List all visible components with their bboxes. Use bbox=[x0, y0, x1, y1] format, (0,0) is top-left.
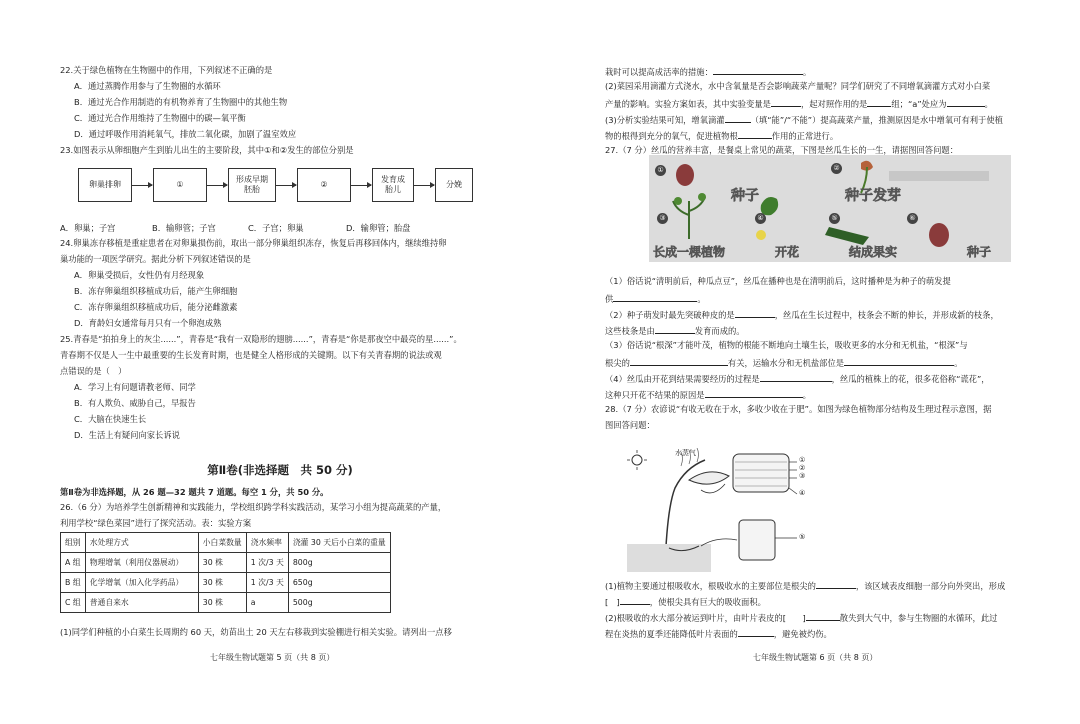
q27-sub4-line2: 这种只开花不结果的原因是 。 bbox=[605, 390, 811, 400]
table-cell: 1 次/3 天 bbox=[246, 573, 288, 593]
table-row bbox=[61, 573, 391, 593]
table-cell: 30 株 bbox=[198, 573, 246, 593]
flow-step: 发育成胎儿 bbox=[372, 168, 414, 202]
q24-stem-line: 24.卵巢冻存移植是重症患者在对卵巢损伤前，取出一部分卵巢组织冻存，恢复后再移回体内，继续维持卵 bbox=[60, 238, 447, 248]
q28-stem-line2: 图回答问题： bbox=[605, 420, 655, 430]
q27-sub1: （1）俗话说“清明前后，种瓜点豆”，丝瓜在播种也是在清明前后，这时播种是为种子的萌发提 bbox=[605, 276, 951, 286]
q24-option-c: C．冻存卵巢组织移植成功后，能分泌雌激素 bbox=[74, 302, 238, 312]
q22-option-c: C．通过光合作用维持了生物圈中的碳—氧平衡 bbox=[74, 113, 246, 123]
q23-option-b: B．输卵管；子宫 bbox=[152, 223, 216, 233]
q23-option-d: D．输卵管；胎盘 bbox=[346, 223, 411, 233]
q25-option-a: A．学习上有问题请教老师、同学 bbox=[74, 382, 196, 392]
root-hair-section-icon bbox=[739, 520, 775, 560]
table-header-cell: 组别 bbox=[61, 533, 86, 553]
diagram-number: ③ bbox=[799, 472, 806, 480]
q27-sub3: （3）俗话说“根深”才能叶茂，植物的根能不断地向土壤生长，吸收更多的水分和无机盐，“根深”与 bbox=[605, 340, 968, 350]
table-header-cell: 小白菜数量 bbox=[198, 533, 246, 553]
page-footer: 七年级生物试题第 6 页（共 8 页） bbox=[753, 653, 878, 662]
stage-label: 种子发芽 bbox=[845, 188, 901, 204]
q28-sub1: (1)植物主要通过根吸收水，根吸收水的主要部位是根尖的 ，该区域表皮细胞一部分向外突出，形成 bbox=[605, 581, 1006, 591]
table-cell: A 组 bbox=[61, 553, 86, 573]
stage-number: ⑤ bbox=[829, 213, 840, 224]
stage-number: ④ bbox=[755, 213, 766, 224]
q25-stem-line: 25.青春是“拍拍身上的灰尘......”，青春是“我有一双隐形的翅膀......”，青春是“你是那夜空中最亮的星......”。 bbox=[60, 334, 462, 344]
q23-option-a: A．卵巢；子宫 bbox=[60, 223, 116, 233]
diagram-number: ⑤ bbox=[799, 533, 806, 541]
q22-stem: 22.关于绿色植物在生物圈中的作用，下列叙述不正确的是 bbox=[60, 65, 273, 75]
table-cell: 650g bbox=[288, 573, 390, 593]
q25-option-b: B．有人欺负、威胁自己，早报告 bbox=[74, 398, 196, 408]
q26-stem-line: 利用学校“绿色菜园”进行了探究活动。表：实验方案 bbox=[60, 518, 252, 528]
leaf-icon bbox=[698, 193, 706, 201]
flow-arrow bbox=[414, 185, 434, 186]
q23-stem: 23.如图表示从卵细胞产生到胎儿出生的主要阶段，其中①和②发生的部位分别是 bbox=[60, 145, 354, 155]
table-cell: 30 株 bbox=[198, 593, 246, 613]
q28-sub1-line2: [ ] ，使根尖具有巨大的吸收面积。 bbox=[605, 597, 766, 607]
stage-number: ② bbox=[831, 163, 842, 174]
q25-stem-line: 点错误的是（ ） bbox=[60, 366, 127, 376]
stage-label: 种子 bbox=[967, 245, 992, 259]
table-cell: a bbox=[246, 593, 288, 613]
q28-sub2: (2)根吸收的水大部分被运到叶片，由叶片表皮的[ ] 散失到大气中，参与生物圈的水循环，此过 bbox=[605, 613, 998, 623]
q27-sub4: （4）丝瓜由开花到结果需要经历的过程是 ，丝瓜的植株上的花，很多花俗称“谎花”， bbox=[605, 374, 990, 384]
q24-stem-line: 巢功能的一项医学研究。据此分析下列叙述错误的是 bbox=[60, 254, 251, 264]
flow-arrow bbox=[132, 185, 152, 186]
q26-sub1: (1)同学们种植的小白菜生长周期约 60 天，幼苗出土 20 天左右移栽到实验棚进行相关实验。请列出一点移 bbox=[60, 627, 452, 637]
q25-option-c: C．大脑在快速生长 bbox=[74, 414, 147, 424]
q22-option-b: B．通过光合作用制造的有机物养育了生物圈中的其他生物 bbox=[74, 97, 288, 107]
table-header-cell: 浇灌 30 天后小白菜的重量 bbox=[288, 533, 390, 553]
seed-icon bbox=[929, 223, 949, 247]
q26-sub1-cont: 栽时可以提高成活率的措施： 。 bbox=[605, 67, 812, 77]
diagram-number: ① bbox=[799, 456, 806, 464]
sun-rays-icon bbox=[627, 450, 647, 470]
q28-plant-diagram bbox=[625, 448, 830, 573]
q28-stem: 28.（7 分）农谚说“有收无收在于水，多收少收在于肥”。如图为绿色植物部分结构及生理过程示意图，据 bbox=[605, 404, 992, 414]
sun-icon bbox=[632, 455, 642, 465]
q26-sub2: (2)菜园采用滴灌方式浇水，水中含氧量是否会影响蔬菜产量呢？同学们研究了不同增氧滴灌方式对小白菜 bbox=[605, 81, 991, 91]
q25-option-d: D．生活上有疑问向家长诉说 bbox=[74, 430, 180, 440]
table-header-row bbox=[61, 533, 391, 553]
q24-option-a: A．卵巢受损后，女性仍有月经现象 bbox=[74, 270, 205, 280]
q22-option-a: A．通过蒸腾作用参与了生物圈的水循环 bbox=[74, 81, 221, 91]
callout-line bbox=[701, 484, 725, 493]
q23-flow-diagram bbox=[78, 168, 478, 204]
q26-sub3: (3)分析实验结果可知，增氧滴灌 （填“能”/“不能”）提高蔬菜产量，推测原因是水中增氧可有利于使植 bbox=[605, 115, 1003, 125]
table-header-cell: 水处理方式 bbox=[85, 533, 198, 553]
q27-sub2: （2）种子萌发时最先突破种皮的是 ，丝瓜在生长过程中，枝条会不断的伸长，并形成新的枝条， bbox=[605, 310, 999, 320]
flow-arrow bbox=[351, 185, 371, 186]
table-cell: 化学增氧（加入化学药品） bbox=[85, 573, 198, 593]
section-2-title: 第Ⅱ卷(非选择题 共 50 分) bbox=[207, 463, 353, 477]
q26-stem-line: 26.（6 分）为培养学生创新精神和实践能力，学校组织跨学科实践活动，某学习小组为提高蔬菜的产量， bbox=[60, 502, 447, 512]
q26-table bbox=[60, 532, 391, 613]
q26-sub3-line2: 物的根得到充分的氧气，促进植物根 作用的正常进行。 bbox=[605, 131, 839, 141]
flow-step: 卵巢排卵 bbox=[78, 168, 132, 202]
q27-stem: 27.（7 分）丝瓜的营养丰富，是餐桌上常见的蔬菜，下图是丝瓜生长的一生，请据图回答问题： bbox=[605, 145, 958, 155]
vapor-label: 水蒸气 bbox=[675, 449, 696, 457]
stage-number: ⑥ bbox=[907, 213, 918, 224]
flow-step: 分娩 bbox=[435, 168, 473, 202]
section-2-note: 第Ⅱ卷为非选择题，从 26 题—32 题共 7 道题。每空 1 分，共 50 分。 bbox=[60, 487, 329, 497]
table-row bbox=[61, 553, 391, 573]
stage-label: 长成一棵植物 bbox=[653, 245, 726, 259]
page-footer: 七年级生物试题第 5 页（共 8 页） bbox=[210, 653, 335, 662]
table-cell: 1 次/3 天 bbox=[246, 553, 288, 573]
flower-leaf-icon bbox=[761, 197, 778, 215]
table-cell: 普通自来水 bbox=[85, 593, 198, 613]
seed-icon bbox=[676, 164, 694, 186]
stage-label: 结成果实 bbox=[849, 245, 898, 259]
table-cell: 500g bbox=[288, 593, 390, 613]
q26-sub2-line2: 产量的影响。实验方案如表，其中实验变量是 ，起对照作用的是 组；“a”处应为 。 bbox=[605, 99, 993, 109]
ground-strip bbox=[889, 171, 989, 181]
q23-option-c: C．子宫；卵巢 bbox=[248, 223, 304, 233]
stage-label: 种子 bbox=[731, 188, 759, 204]
table-cell: 800g bbox=[288, 553, 390, 573]
flow-step: ② bbox=[297, 168, 351, 202]
stage-number: ③ bbox=[657, 213, 668, 224]
q28-sub2-line2: 程在炎热的夏季还能降低叶片表面的 ，避免被灼伤。 bbox=[605, 629, 832, 639]
flow-arrow bbox=[276, 185, 296, 186]
diagram-number: ② bbox=[799, 464, 806, 472]
table-row bbox=[61, 593, 391, 613]
table-cell: 物理增氧（利用仪器展动） bbox=[85, 553, 198, 573]
stage-number: ① bbox=[655, 165, 666, 176]
table-cell: B 组 bbox=[61, 573, 86, 593]
flow-arrow bbox=[207, 185, 227, 186]
flow-step: ① bbox=[153, 168, 207, 202]
leaf-icon bbox=[689, 472, 729, 484]
table-header-cell: 浇水频率 bbox=[246, 533, 288, 553]
stage-label: 开花 bbox=[775, 245, 800, 259]
q27-sub3-line2: 根尖的 有关，运输水分和无机盐部位是 。 bbox=[605, 358, 963, 368]
table-cell: C 组 bbox=[61, 593, 86, 613]
q24-option-b: B．冻存卵巢组织移植成功后，能产生卵细胞 bbox=[74, 286, 238, 296]
q25-stem-line: 青春期不仅是人一生中最重要的生长发育时期，也是健全人格形成的关键期。以下有关青春期的说法或观 bbox=[60, 350, 442, 360]
q22-option-d: D．通过呼吸作用消耗氧气，排放二氧化碳，加剧了温室效应 bbox=[74, 129, 297, 139]
table-cell: 30 株 bbox=[198, 553, 246, 573]
flow-step: 形成早期胚胎 bbox=[228, 168, 276, 202]
q27-sub1-line2: 供 。 bbox=[605, 294, 706, 304]
flower-icon bbox=[756, 230, 766, 240]
diagram-number: ④ bbox=[799, 489, 806, 497]
q27-sub2-line2: 这些枝条是由 发育而成的。 bbox=[605, 326, 745, 336]
leaf-icon bbox=[674, 197, 682, 205]
q24-option-d: D．育龄妇女通常每月只有一个卵泡成熟 bbox=[74, 318, 222, 328]
q27-growth-diagram bbox=[649, 155, 1011, 262]
